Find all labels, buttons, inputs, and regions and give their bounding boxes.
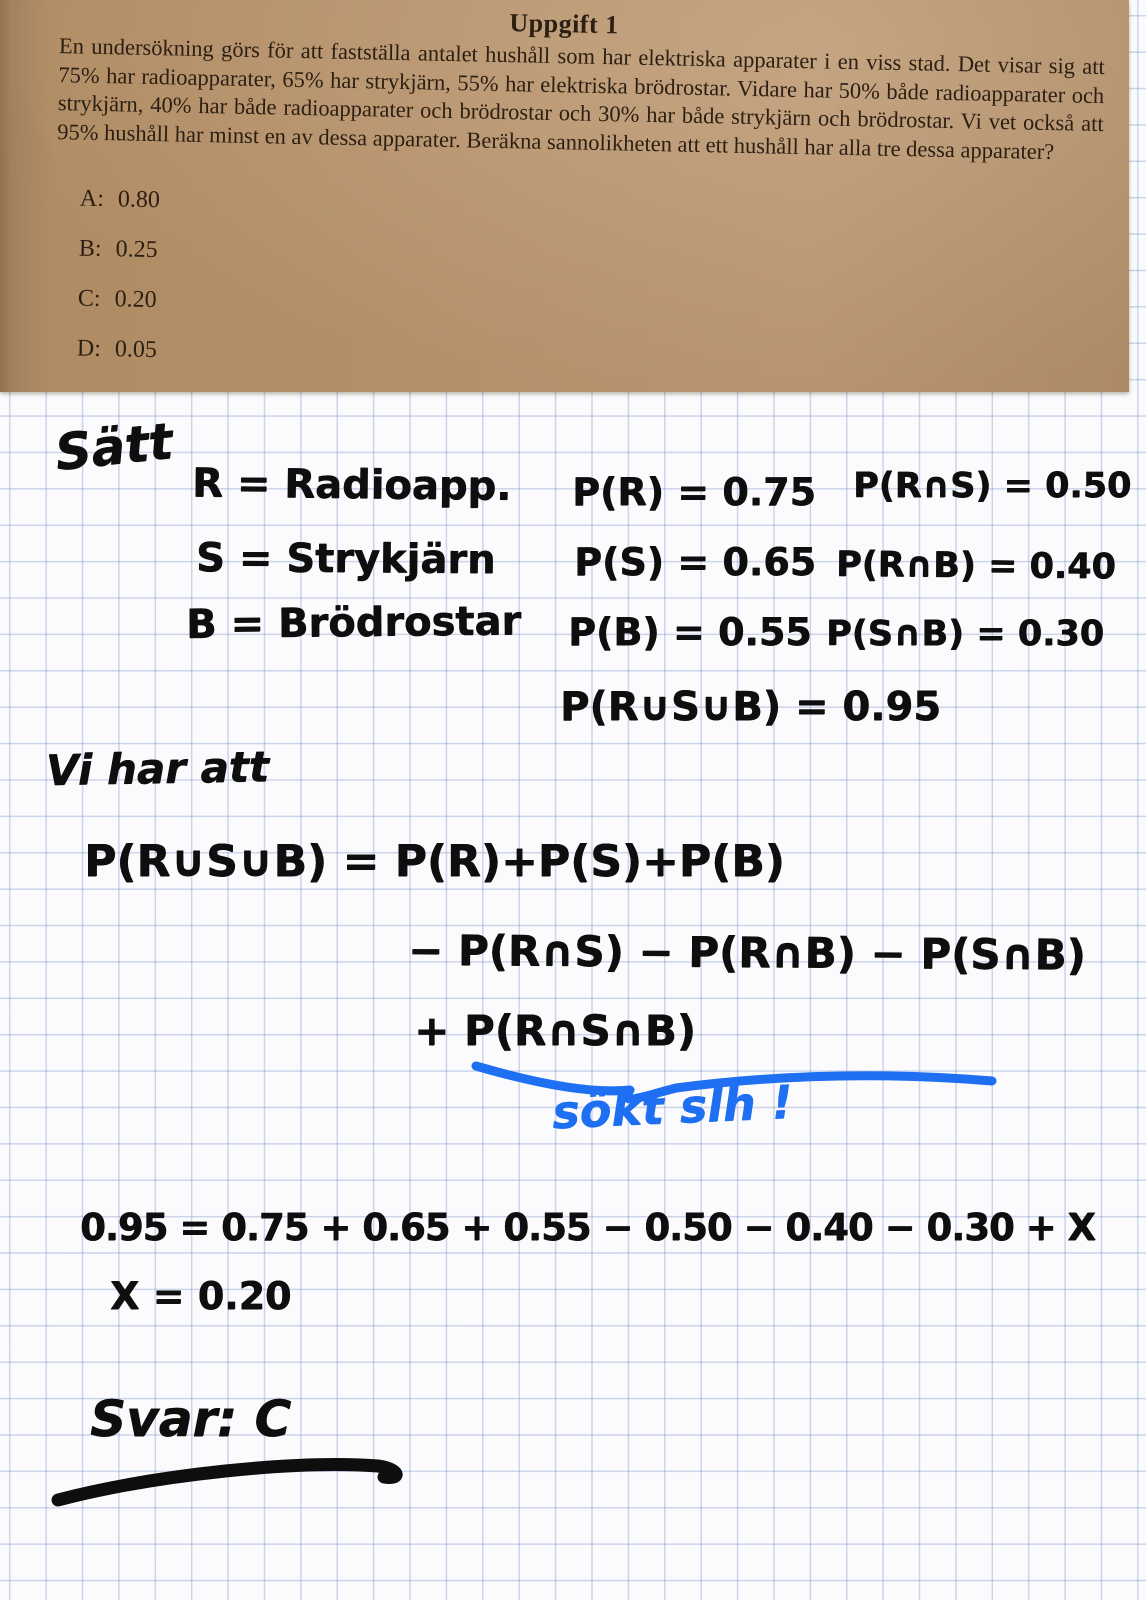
option-b: [79, 236, 160, 265]
vi-har-att-heading: Vi har att: [45, 742, 270, 795]
problem-title: Uppgift 1: [509, 8, 619, 40]
inclusion-exclusion-line1: P(R∪S∪B) = P(R)+P(S)+P(B): [84, 836, 785, 887]
prob-r-and-b: P(R∩B) = 0.40: [835, 544, 1116, 588]
option-b-value: 0.25: [115, 236, 158, 264]
prob-s-and-b: P(S∩B) = 0.30: [826, 614, 1105, 654]
problem-photo-content: [0, 0, 1129, 392]
prob-r-and-s: P(R∩S) = 0.50: [853, 466, 1132, 506]
final-answer: Svar: C: [90, 1390, 292, 1448]
prob-r: P(R) = 0.75: [572, 470, 816, 514]
option-c-value: 0.20: [114, 286, 157, 314]
option-b-label: B:: [78, 235, 102, 263]
problem-text: En undersökning görs för att fastställa antalet hushåll som har elektriska apparater i en viss stad. Det visar sig att 75% har radioapparater, 65% har strykjärn, 55% har elektriska brödrostar. Vidare har 50% både radioapparater och strykjärn, 40% har både radioapparater och brödrostar och 30% har både strykjärn och brödrostar. Vi vet också att 95% hushåll har minst en av dessa apparater. Beräkna sannolikheten att ett hushåll har alla tre dessa apparater?: [57, 33, 1106, 165]
option-d-label: D:: [76, 335, 102, 363]
inclusion-exclusion-line3: + P(R∩S∩B): [414, 1006, 696, 1055]
numeric-equation: 0.95 = 0.75 + 0.65 + 0.55 − 0.50 − 0.40 − 0.30 + X: [80, 1206, 1095, 1249]
definition-strykjarn: S = Strykjärn: [195, 534, 496, 584]
option-a-label: A:: [79, 185, 105, 213]
handwritten-saett-heading: Sätt: [52, 412, 176, 482]
inclusion-exclusion-line2: − P(R∩S) − P(R∩B) − P(S∩B): [407, 925, 1086, 980]
x-solution: X = 0.20: [110, 1274, 292, 1318]
problem-photo: [0, 0, 1129, 392]
option-d-value: 0.05: [114, 336, 158, 364]
option-d: [77, 336, 158, 365]
answer-options: [77, 186, 161, 365]
prob-s: P(S) = 0.65: [574, 540, 817, 584]
option-c-label: C:: [77, 285, 101, 313]
definition-brodrostar: B = Brödrostar: [185, 598, 522, 648]
option-c: [78, 286, 159, 315]
option-a: [80, 186, 161, 215]
answer-underline-stroke: [48, 1448, 428, 1518]
prob-union: P(R∪S∪B) = 0.95: [560, 684, 941, 730]
prob-b: P(B) = 0.55: [568, 610, 812, 654]
option-a-value: 0.80: [117, 186, 161, 214]
definition-radio: R = Radioapp.: [191, 460, 512, 510]
sought-probability-note: sökt slh !: [550, 1074, 794, 1140]
